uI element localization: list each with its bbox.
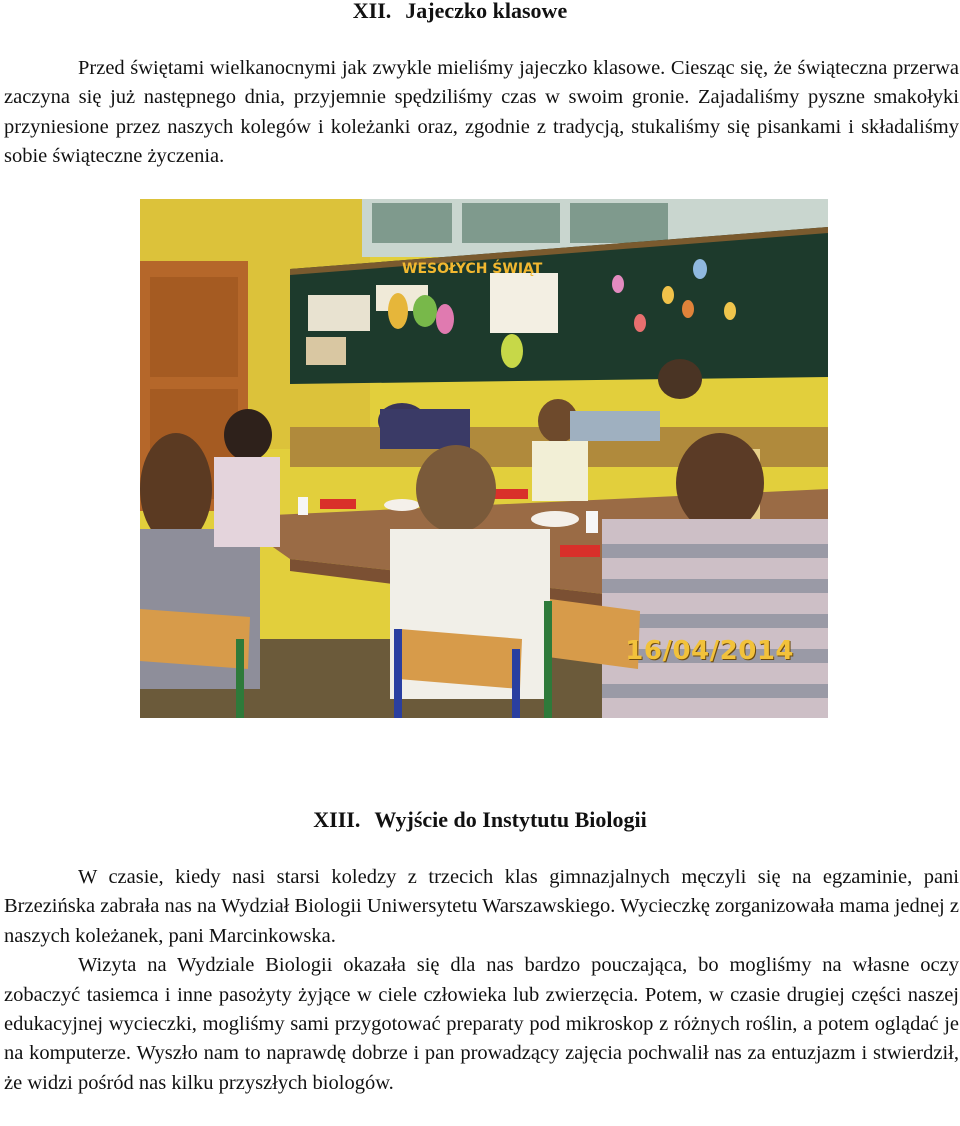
section-12-number: XII. [352,0,392,23]
section-13-body [4,863,959,1098]
section-13-title: Wyjście do Instytutu Biologii [374,807,647,832]
board-banner-text: WESOŁYCH ŚWIĄT [402,261,543,277]
section-12-heading [0,0,940,24]
section-12-body [4,54,959,172]
class-easter-party-photo [140,199,828,718]
section-12-paragraph: Przed świętami wielkanocnymi jak zwykle mieliśmy jajeczko klasowe. Ciesząc się, że świąteczna przerwa zaczyna się już następnego dnia, przyjemnie spędziliśmy czas w swoim gronie. Zajadaliśmy pyszne smakołyki przyniesione przez naszych kolegów i koleżanki oraz, zgodnie z tradycją, stukaliśmy się pisankami i składaliśmy sobie świąteczne życzenia. [4,57,959,168]
photo-date-stamp: 16/04/2014 [625,636,794,666]
section-13-paragraph-1: W czasie, kiedy nasi starsi koledzy z trzecich klas gimnazjalnych męczyli się na egzaminie, pani Brzezińska zabrała nas na Wydział Biologii Uniwersytetu Warszawskiego. Wycieczkę zorganizowała mama jednej z naszych koleżanek, pani Marcinkowska. [4,866,959,947]
section-12-title: Jajeczko klasowe [405,0,568,23]
section-13-heading [0,807,960,833]
section-13-number: XIII. [313,807,361,832]
section-13-paragraph-2: Wizyta na Wydziale Biologii okazała się dla nas bardzo pouczająca, bo mogliśmy na własne oczy zobaczyć tasiemca i inne pasożyty żyjące w ciele człowieka lub zwierzęcia. Potem, w czasie drugiej części naszej edukacyjnej wycieczki, mogliśmy sami przygotować preparaty pod mikroskop z różnych roślin, a potem oglądać je na komputerze. Wyszło nam to naprawdę dobrze i pan prowadzący zajęcia pochwalił nas za entuzjazm i stwierdził, że widzi pośród nas kilku przyszłych biologów. [4,954,959,1094]
